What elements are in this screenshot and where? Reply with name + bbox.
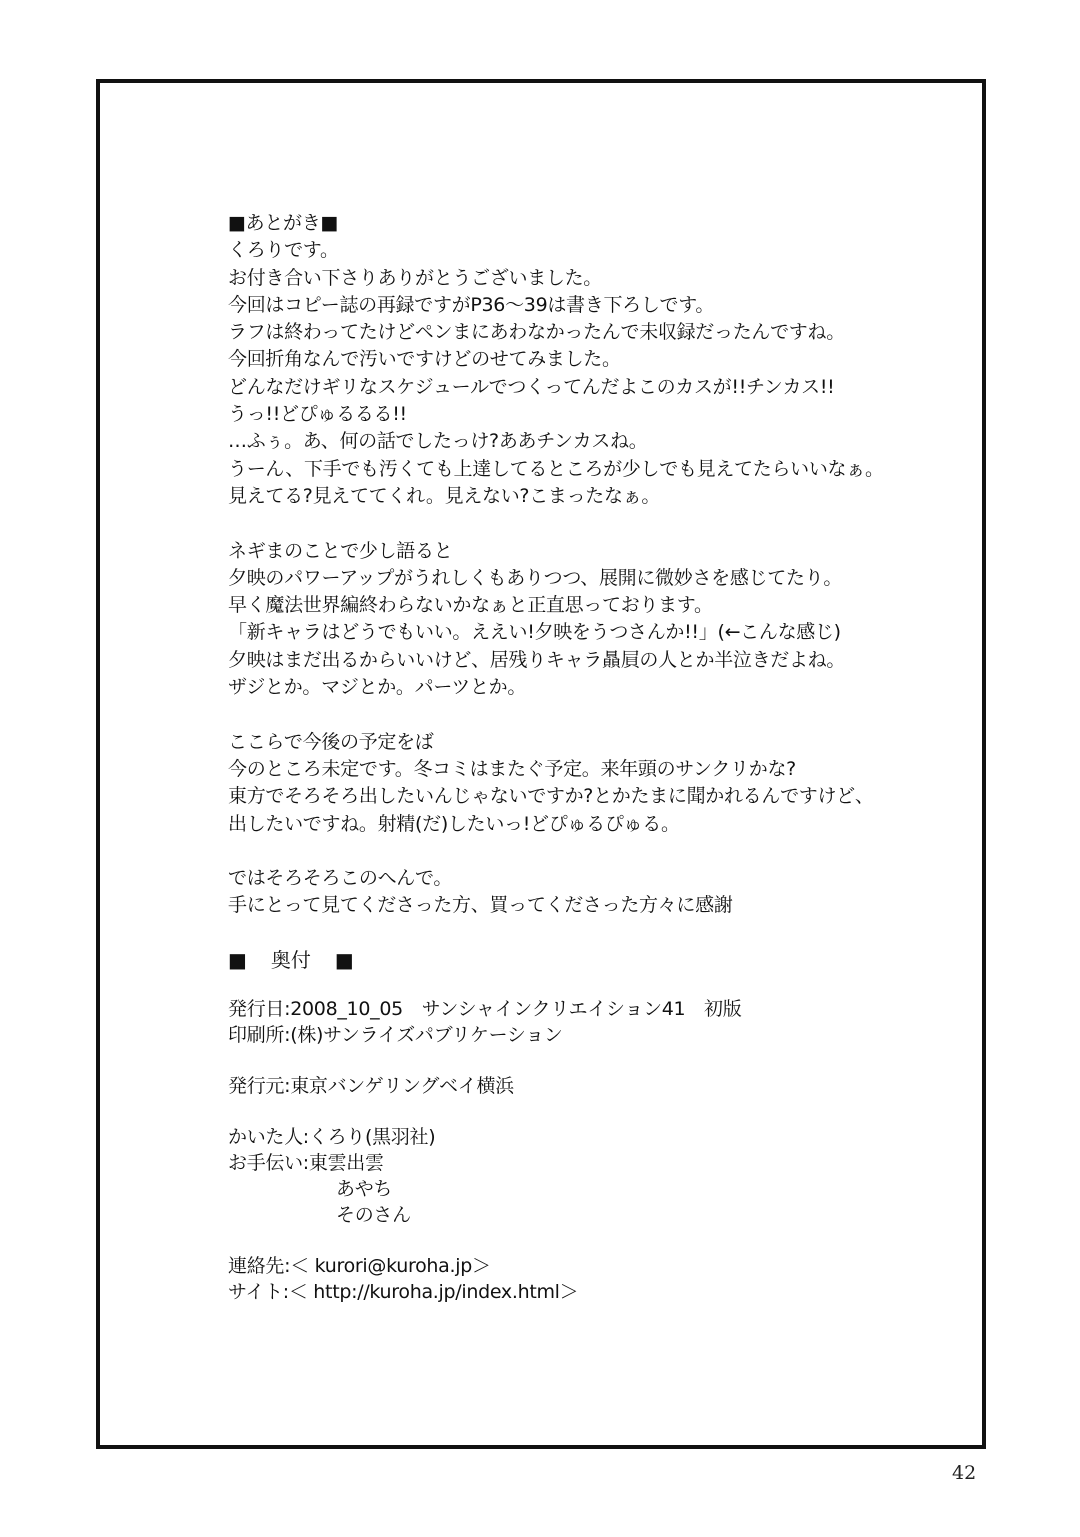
text-line: お付き合い下さりありがとうございました。 (228, 266, 603, 289)
text-line: 今のところ未定です。冬コミはまたぐ予定。来年頭のサンクリかな? (228, 757, 796, 780)
text-line: ザジとか。マジとか。パーツとか。 (228, 676, 527, 699)
paragraph-gap (228, 1048, 958, 1073)
paragraph-gap (228, 838, 958, 865)
square-mark-right: ■ (334, 948, 354, 972)
colophon-section (228, 996, 958, 1305)
text-line: ラフは終わってたけどペンまにあわなかったんで未収録だったんですね。 (228, 321, 845, 344)
contact-email: 連絡先:＜ kurori@kuroha.jp＞ (228, 1255, 491, 1277)
text-line: ネギまのことで少し語ると (228, 539, 453, 562)
website: サイト:＜ http://kuroha.jp/index.html＞ (228, 1281, 579, 1303)
text-line: くろりです。 (228, 239, 339, 262)
assistants: お手伝い:東雲出雲 (228, 1152, 384, 1174)
paragraph-gap (228, 1228, 958, 1253)
text-line: 東方でそろそろ出したいんじゃないですか?とかたまに聞かれるんですけど、 (228, 785, 874, 808)
afterword-paragraph-2 (228, 538, 958, 702)
afterword-paragraph-3 (228, 729, 958, 838)
text-line: 「新キャラはどうでもいい。ええい!夕映をうつさんか!!」(←こんな感じ) (228, 621, 841, 644)
assistant-name: そのさん (336, 1204, 411, 1226)
afterword-heading: ■あとがき■ (228, 212, 339, 234)
text-line: ここらで今後の予定をば (228, 730, 434, 753)
text-line: 夕映はまだ出るからいいけど、居残りキャラ贔屓の人とか半泣きだよね。 (228, 648, 846, 671)
paragraph-gap (228, 510, 958, 537)
afterword-section (228, 210, 958, 920)
issue-date: 発行日:2008_10_05 サンシャインクリエイション41 初版 (228, 998, 742, 1020)
author: かいた人:くろり(黒羽社) (228, 1126, 436, 1148)
afterword-paragraph-1 (228, 237, 958, 510)
paragraph-gap (228, 701, 958, 728)
publisher: 発行元:東京バンゲリングベイ横浜 (228, 1075, 514, 1097)
printer: 印刷所:(株)サンライズパブリケーション (228, 1024, 563, 1046)
text-line: どんなだけギリなスケジュールでつくってんだよこのカスが!!チンカス!! (228, 375, 835, 398)
text-line: ではそろそろこのへんで。 (228, 867, 453, 890)
page-number: 42 (952, 1462, 977, 1484)
text-line: うーん、下手でも汚くても上達してるところが少しでも見えてたらいいなぁ。 (228, 457, 884, 480)
text-line: 早く魔法世界編終わらないかなぁと正直思っております。 (228, 594, 713, 617)
text-line: 今回はコピー誌の再録ですがP36～39は書き下ろしです。 (228, 293, 715, 316)
afterword-paragraph-4 (228, 865, 958, 920)
paragraph-gap (228, 1099, 958, 1124)
colophon-title: 奥付 (270, 948, 311, 972)
text-line: 見えてる?見えててくれ。見えない?こまったなぁ。 (228, 484, 661, 507)
text-line: 出したいですね。射精(だ)したいっ!どぴゅるぴゅる。 (228, 812, 680, 835)
text-line: 今回折角なんで汚いですけどのせてみました。 (228, 348, 621, 371)
square-mark-left: ■ (228, 948, 247, 972)
colophon-heading (228, 946, 958, 974)
assistant-name: あやち (336, 1178, 393, 1200)
text-line: 手にとって見てくださった方、買ってくださった方々に感謝 (228, 894, 733, 917)
text-line: 夕映のパワーアップがうれしくもありつつ、展開に微妙さを感じてたり。 (228, 566, 843, 589)
text-line: …ふぅ。あ、何の話でしたっけ?ああチンカスね。 (228, 430, 648, 453)
text-line: うっ!!どぴゅるるる!! (228, 403, 407, 426)
